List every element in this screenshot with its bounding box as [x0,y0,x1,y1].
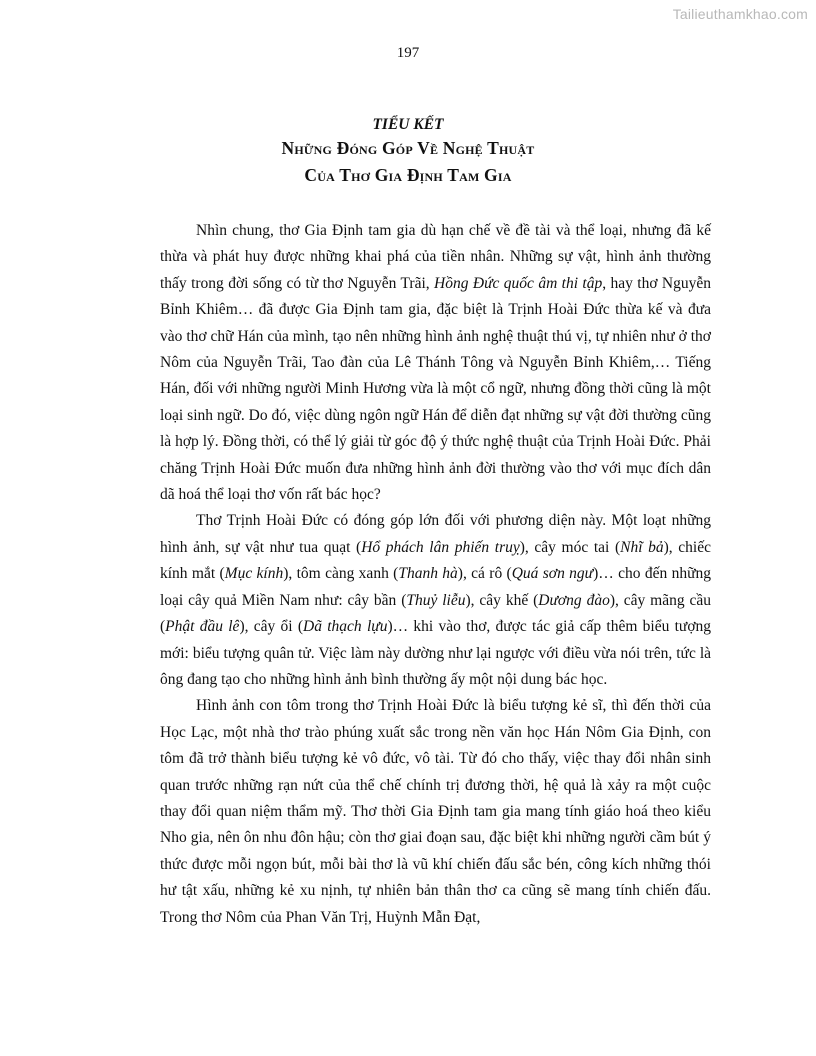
text-run: ), cá rô ( [457,565,512,583]
heading-title-line-2: Của Thơ Gia Định Tam Gia [304,165,512,185]
paragraph-1 [160,218,711,508]
text-run: ), cây ổi ( [239,618,304,636]
text-run: )… cho đến những loại cây quả Miền Nam như: cây bần ( [160,565,711,609]
text-run: Thơ Trịnh Hoài Đức có đóng góp lớn đối với phương diện này. Một loạt những hình ảnh, sự vật như tua quạt ( [160,512,711,556]
italic-title: Mục kính [224,565,284,583]
italic-title: Dã thạch lựu [303,618,388,636]
heading-title-line-1: Những Đóng Góp Về Nghệ Thuật [281,138,535,158]
text-run: ), chiếc kính mắt ( [160,538,711,583]
italic-title: Hổ phách lân phiến truỵ [361,538,520,556]
section-heading [0,114,816,189]
italic-title: Thuỷ liễu [406,591,466,609]
text-run: ), cây khế ( [465,591,539,609]
paragraph-3 [160,693,711,931]
italic-title: Nhĩ bả [620,538,664,556]
italic-title: Hồng Đức quốc âm thi tập [434,274,603,292]
text-run: ), cây móc tai ( [519,538,621,556]
italic-title: Dương đào [538,591,610,609]
paragraph-2 [160,508,711,693]
body-text [160,218,711,931]
heading-kicker: TIỂU KẾT [372,116,444,133]
text-run: , hay thơ Nguyễn Bỉnh Khiêm… đã được Gia Định tam gia, đặc biệt là Trịnh Hoài Đức thừa kế và đưa vào thơ chữ Hán của mình, tạo nên những hình ảnh nghệ thuật thú vị, tự nhiên như ở thơ Nôm của Nguyễn Trãi, Tao đàn của Lê Thánh Tông và Nguyễn Bỉnh Khiêm,… Tiếng Hán, đối với những người Minh Hương vừa là một cổ ngữ, nhưng đồng thời cũng là một loại sinh ngữ. Do đó, việc dùng ngôn ngữ Hán để diễn đạt những sự vật đời thường cũng là hợp lý. Đồng thời, có thể lý giải từ góc độ ý thức nghệ thuật của Trịnh Hoài Đức. Phải chăng Trịnh Hoài Đức muốn đưa những hình ảnh đời thường vào thơ với mục đích dân dã hoá thể loại thơ vốn rất bác học? [160,274,712,504]
italic-title: Phật đầu lê [165,618,240,636]
italic-title: Quá sơn ngư [511,565,594,583]
text-run: ), cây mãng cầu ( [160,591,711,636]
text-run: ), tôm càng xanh ( [283,565,399,583]
page-number: 197 [396,45,420,61]
text-run: Hình ảnh con tôm trong thơ Trịnh Hoài Đức là biểu tượng kẻ sĩ, thì đến thời của Học Lạc, một nhà thơ trào phúng xuất sắc trong nền văn học Hán Nôm Gia Định, con tôm đã trở thành biểu tượng kẻ vô đức, vô tài. Từ đó cho thấy, việc thay đổi nhân sinh quan trước những rạn nứt của thể chế chính trị đương thời, hệ quả là xảy ra một cuộc thay đổi quan niệm thẩm mỹ. Thơ thời Gia Định tam gia mang tính giáo hoá theo kiểu Nho gia, nên ôn nhu đôn hậu; còn thơ giai đoạn sau, đặc biệt khi những người cầm bút ý thức được mỗi ngọn bút, mỗi bài thơ là vũ khí chiến đấu sắc bén, công kích những thói hư tật xấu, những kẻ xu nịnh, tự nhiên bản thân thơ ca cũng sẽ mang tính chiến đấu. Trong thơ Nôm của Phan Văn Trị, Huỳnh Mẫn Đạt, [160,697,711,926]
italic-title: Thanh hà [398,565,458,583]
text-run: Nhìn chung, thơ Gia Định tam gia dù hạn chế về đề tài và thể loại, nhưng đã kế thừa và phát huy được những khai phá của tiền nhân. Những sự vật, hình ảnh thường thấy trong đời sống có từ thơ Nguyễn Trãi, [160,222,711,292]
watermark: Tailieuthamkhao.com [672,6,808,22]
text-run: )… khi vào thơ, được tác giả cấp thêm biểu tượng mới: biểu tượng quân tử. Việc làm này dường như lại ngược với điều vừa nói trên, tức là ông đang tạo cho những hình ảnh bình thường ấy một nội dung bác học. [160,618,712,688]
